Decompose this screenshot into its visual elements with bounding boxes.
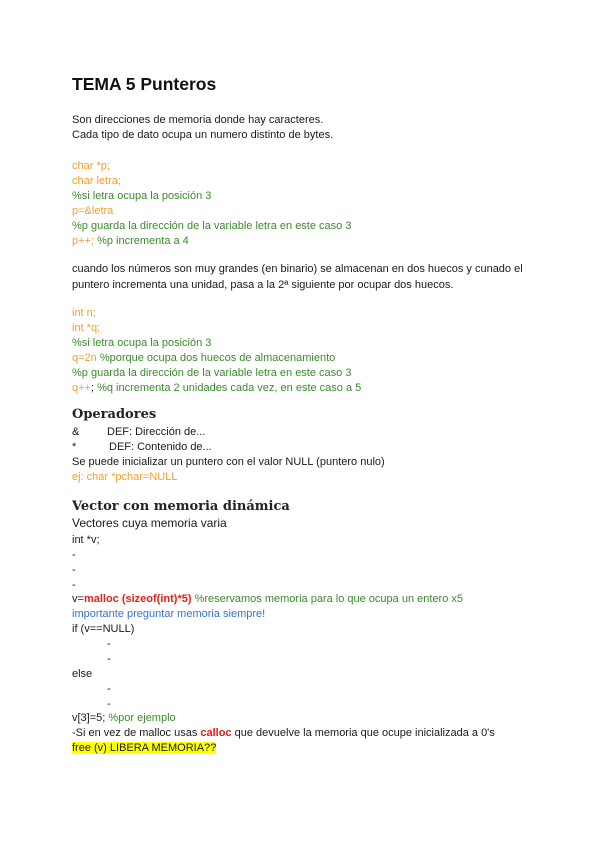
comment-text: %por ejemplo — [108, 712, 176, 724]
code-comment-line — [72, 711, 176, 725]
section-heading-vector: Vector con memoria dinámica — [72, 499, 290, 514]
malloc-keyword: malloc (sizeof(int)*5) — [83, 593, 195, 605]
malloc-line — [72, 592, 463, 606]
operator-row — [72, 425, 205, 439]
comment-text: %q incrementa 2 unidades cada vez, en este caso a 5 — [97, 382, 362, 394]
explanation-paragraph: cuando los números son muy grandes (en binario) se almacenan en dos huecos y cunado el puntero incrementa una unidad, pasa a la 2ª siguiente por ocupar dos huecos. — [72, 263, 523, 291]
if-line: if (v==NULL) — [72, 623, 135, 635]
comment-line: %si letra ocupa la posición 3 — [72, 337, 212, 349]
comment-text: %porque ocupa dos huecos de almacenamiento — [99, 352, 336, 364]
code-line: int *v; — [72, 534, 100, 546]
operator-row — [72, 440, 212, 454]
page-title: TEMA 5 Punteros — [72, 74, 217, 94]
code-comment-line — [72, 351, 335, 365]
free-line — [72, 741, 216, 755]
comment-line: %si letra ocupa la posición 3 — [72, 190, 212, 202]
section-heading-operadores: Operadores — [72, 407, 157, 422]
important-note: importante preguntar memoria siempre! — [72, 608, 266, 620]
code-text: p++; — [72, 235, 98, 247]
comment-line: %p guarda la dirección de la variable letra en este caso 3 — [72, 367, 352, 379]
code-comment-line — [72, 234, 189, 248]
code-line: char letra; — [72, 175, 121, 187]
calloc-line — [72, 726, 495, 740]
code-text: q=2n — [72, 352, 100, 364]
dash-line: - — [107, 638, 111, 650]
dash-line: - — [72, 579, 76, 591]
calloc-pre-text: -Si en vez de malloc usas — [72, 727, 201, 739]
code-line: p=&letra — [72, 205, 114, 217]
vector-subtitle: Vectores cuya memoria varia — [72, 516, 227, 530]
code-comment-line — [72, 381, 361, 395]
code-text: v= — [72, 593, 84, 605]
operator-symbol: * — [72, 441, 77, 453]
code-line: char *p; — [72, 160, 110, 172]
operator-definition: DEF: Contenido de... — [109, 441, 212, 453]
code-line: int *q; — [72, 322, 101, 334]
code-line: int n; — [72, 307, 96, 319]
highlighted-free-text: free (v) LIBERA MEMORIA?? — [72, 742, 217, 754]
operator-symbol: & — [72, 426, 80, 438]
operator-definition: DEF: Dirección de... — [107, 426, 206, 438]
code-text: v[3]=5; — [72, 712, 109, 724]
dash-line: - — [107, 683, 111, 695]
comment-text: %p incrementa a 4 — [97, 235, 189, 247]
separator-text: ; — [90, 382, 98, 394]
calloc-post-text: que devuelve la memoria que ocupe inicializada a 0's — [231, 727, 495, 739]
intro-line-1: Son direcciones de memoria donde hay caracteres. — [72, 114, 324, 126]
comment-text: %reservamos memoria para lo que ocupa un entero x5 — [194, 593, 463, 605]
intro-line-2: Cada tipo de dato ocupa un numero distinto de bytes. — [72, 129, 334, 141]
example-code: ej: char *pchar=NULL — [72, 471, 178, 483]
null-text: Se puede inicializar un puntero con el valor NULL (puntero nulo) — [72, 456, 385, 468]
code-text: q++ — [72, 382, 91, 394]
dash-line: - — [107, 698, 111, 710]
dash-line: - — [107, 653, 111, 665]
calloc-keyword: calloc — [200, 727, 232, 739]
dash-line: - — [72, 564, 76, 576]
else-line: else — [72, 668, 93, 680]
comment-line: %p guarda la dirección de la variable letra en este caso 3 — [72, 220, 352, 232]
dash-line: - — [72, 549, 76, 561]
